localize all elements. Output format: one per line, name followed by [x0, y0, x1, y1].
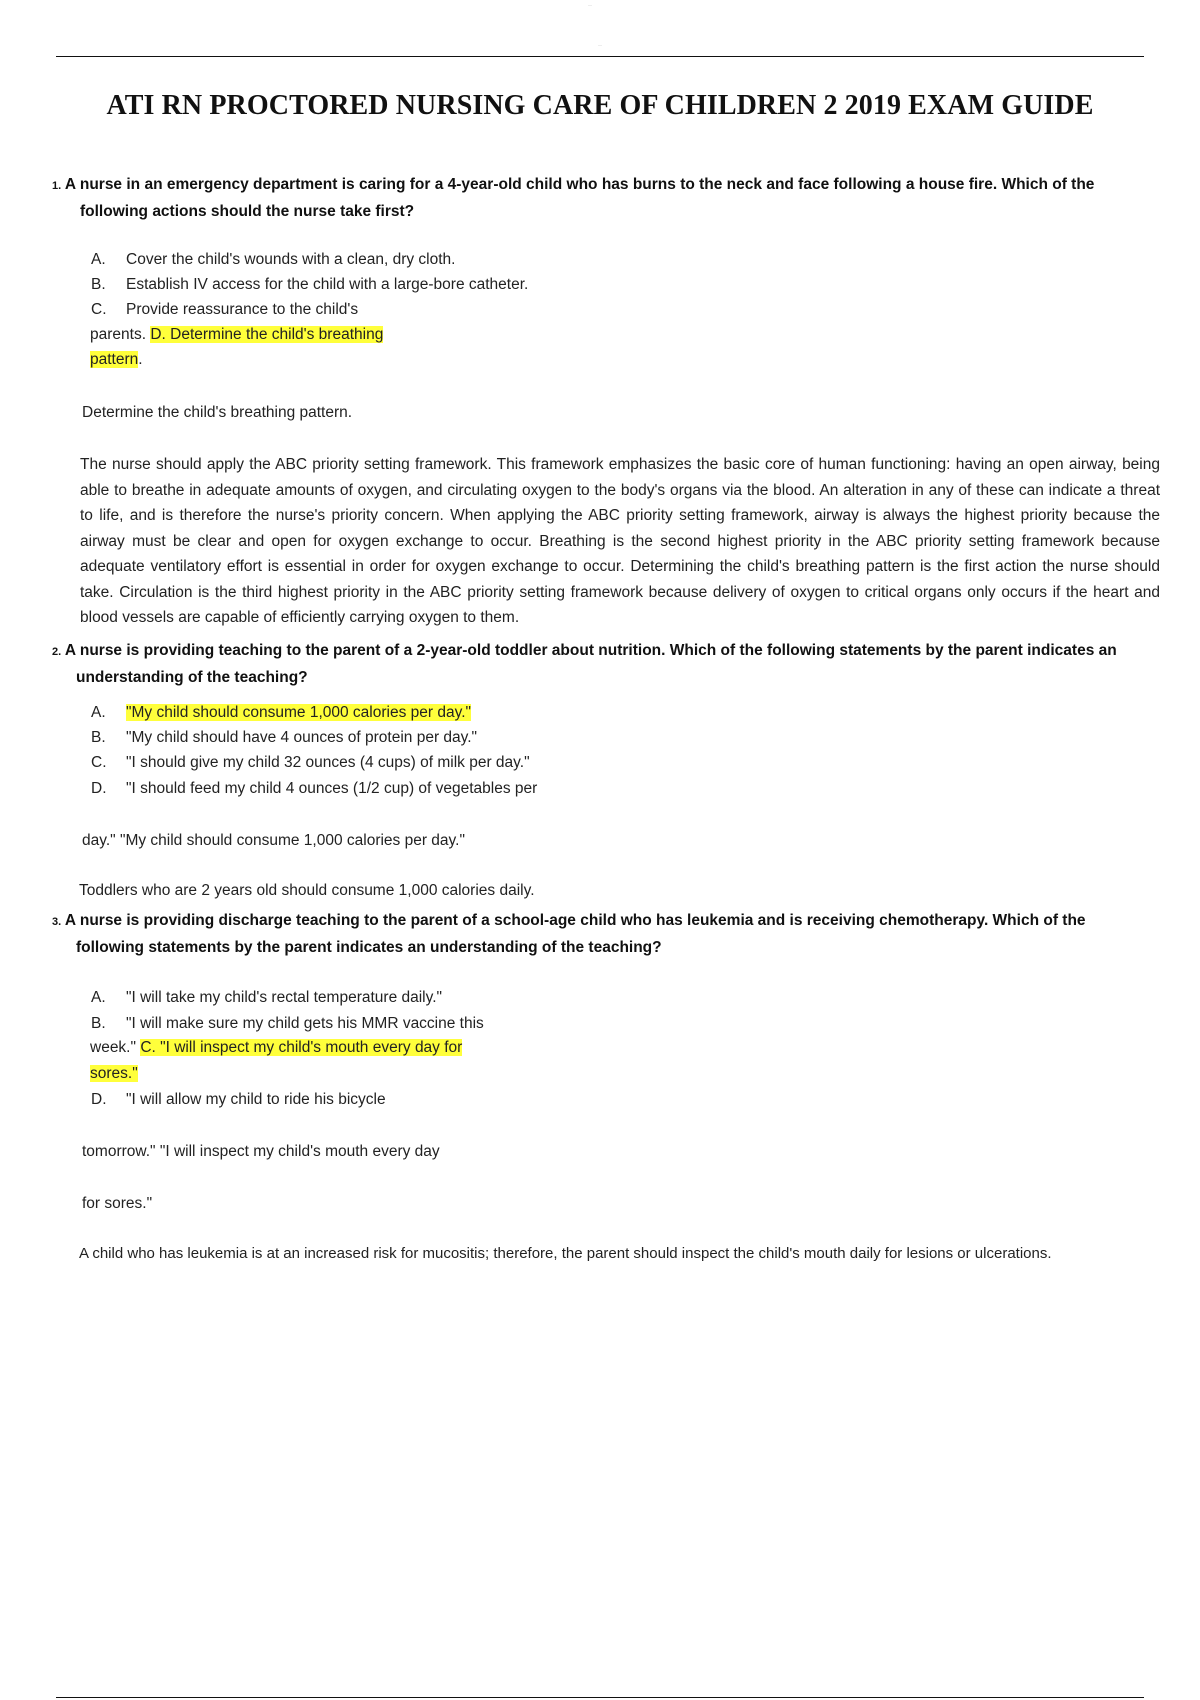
- header-faint-mark: —: [588, 2, 592, 7]
- option-letter: A.: [91, 704, 106, 721]
- question-number: 3.: [52, 916, 62, 928]
- option-text: "I should feed my child 4 ounces (1/2 cup) of vegetables per: [126, 780, 538, 797]
- q1-option-a: [91, 248, 455, 272]
- option-letter: A.: [91, 251, 106, 268]
- q3-rationale: A child who has leukemia is at an increased risk for mucositis; therefore, the parent should inspect the child's mouth daily for lesions or ulcerations.: [79, 1245, 1052, 1262]
- option-text: "I will make sure my child gets his MMR vaccine this: [126, 1015, 484, 1032]
- question-text: A nurse is providing teaching to the parent of a 2-year-old toddler about nutrition. Which of the following statements by the parent indicates an: [64, 642, 1117, 659]
- bottom-rule: [56, 1697, 1144, 1698]
- q3-option-b-wrap: [90, 1036, 462, 1060]
- q1-option-c-wrap: [90, 323, 383, 347]
- question-number: 2.: [52, 646, 62, 658]
- q3-option-b: [91, 1012, 484, 1036]
- question-text: A nurse is providing discharge teaching to the parent of a school-age child who has leukemia and is receiving chemotherapy. Which of the: [64, 912, 1086, 929]
- option-letter: B.: [91, 276, 106, 293]
- question-text-cont: following actions should the nurse take first?: [80, 203, 415, 220]
- q1-option-b: [91, 273, 528, 297]
- header-faint-mark-2: —: [598, 42, 602, 47]
- highlighted-answer: D. Determine the child's breathing: [150, 326, 384, 343]
- page-title: ATI RN PROCTORED NURSING CARE OF CHILDREN 2 2019 EXAM GUIDE: [106, 90, 1094, 121]
- option-letter: B.: [91, 1015, 106, 1032]
- question-number: 1.: [52, 180, 62, 192]
- q3-option-c-wrap: [90, 1062, 138, 1086]
- q1-option-d-wrap: [90, 348, 143, 372]
- highlighted-answer: C. "I will inspect my child's mouth every day for: [140, 1039, 463, 1056]
- option-text: "I should give my child 32 ounces (4 cups) of milk per day.": [126, 754, 530, 771]
- q2-rationale: Toddlers who are 2 years old should consume 1,000 calories daily.: [79, 882, 535, 899]
- highlighted-answer: "My child should consume 1,000 calories per day.": [126, 704, 472, 721]
- q1-rationale: The nurse should apply the ABC priority setting framework. This framework emphasizes the basic core of human functioning: having an open airway, being able to breathe in adequate amounts of oxygen, and circulating oxygen to the body's organs via the blood. An alteration in any of these can indicate a threat to life, and is therefore the nurse's priority concern. When applying the ABC priority setting framework, airway is always the highest priority because the airway must be clear and open for oxygen exchange to occur. Breathing is the second highest priority in the ABC priority setting framework because adequate ventilatory effort is essential in order for oxygen exchange to occur. Determining the child's breathing pattern is the first action the nurse should take. Circulation is the third highest priority in the ABC priority setting framework because delivery of oxygen to critical organs only occurs if the heart and blood vessels are capable of efficiently carrying oxygen to them.: [80, 456, 1160, 626]
- q3-option-a: [91, 986, 442, 1010]
- q3-answer: tomorrow." "I will inspect my child's mouth every day: [82, 1143, 440, 1160]
- option-letter: C.: [91, 754, 107, 771]
- option-text: .: [138, 351, 143, 368]
- option-text: parents.: [90, 326, 147, 343]
- question-text-cont: understanding of the teaching?: [76, 669, 308, 686]
- highlighted-answer-cont: sores.": [90, 1065, 138, 1082]
- question-2: [52, 638, 1152, 691]
- question-text: A nurse in an emergency department is caring for a 4-year-old child who has burns to the neck and face following a house fire. Which of the: [64, 176, 1095, 193]
- option-text: Provide reassurance to the child's: [126, 301, 359, 318]
- q2-option-a: [91, 701, 471, 725]
- option-text: "I will allow my child to ride his bicycle: [126, 1091, 386, 1108]
- q2-option-d: [91, 777, 537, 801]
- option-letter: C.: [91, 301, 107, 318]
- option-letter: B.: [91, 729, 106, 746]
- option-letter: D.: [91, 1091, 107, 1108]
- q2-answer: day." "My child should consume 1,000 calories per day.": [82, 832, 465, 849]
- option-text: week.": [90, 1039, 136, 1056]
- q1-option-c: [91, 298, 358, 322]
- option-text: Cover the child's wounds with a clean, dry cloth.: [126, 251, 456, 268]
- option-text: "My child should have 4 ounces of protein per day.": [126, 729, 478, 746]
- question-text-cont: following statements by the parent indicates an understanding of the teaching?: [76, 939, 662, 956]
- q3-option-d: [91, 1088, 386, 1112]
- highlighted-answer-cont: pattern: [90, 351, 139, 368]
- top-rule: [56, 56, 1144, 57]
- q3-answer-cont: for sores.": [82, 1195, 153, 1212]
- q1-answer: Determine the child's breathing pattern.: [82, 404, 353, 421]
- option-text: "I will take my child's rectal temperature daily.": [126, 989, 443, 1006]
- question-3: [52, 908, 1152, 961]
- q2-option-c: [91, 751, 530, 775]
- option-text: Establish IV access for the child with a large-bore catheter.: [126, 276, 529, 293]
- option-letter: A.: [91, 989, 106, 1006]
- q2-option-b: [91, 726, 477, 750]
- question-1: [52, 172, 1152, 225]
- option-letter: D.: [91, 780, 107, 797]
